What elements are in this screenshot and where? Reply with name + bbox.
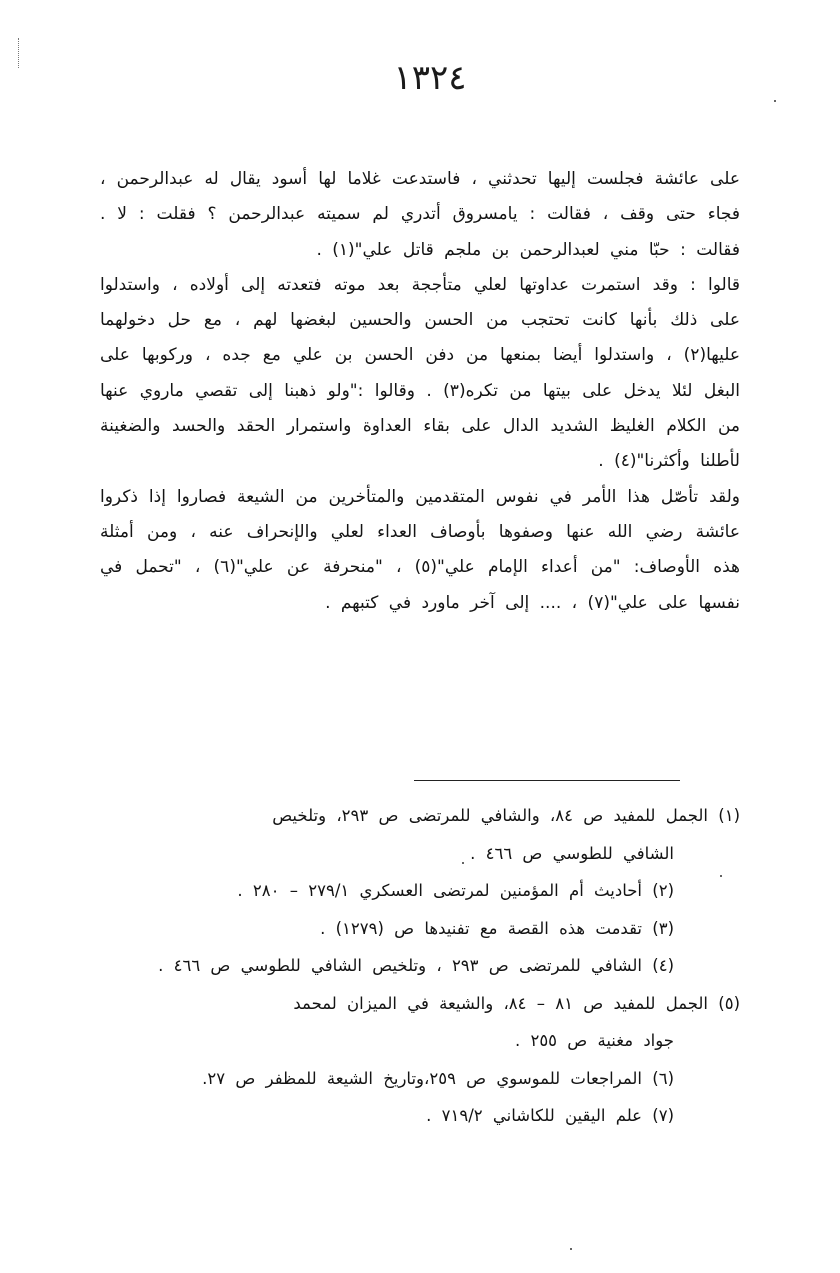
footnote-5-continuation: جواد مغنية ص ٢٥٥ .	[514, 1031, 674, 1050]
paragraph-3: ولقد تأصّل هذا الأمر في نفوس المتقدمين والمتأخرين من الشيعة فصاروا إذا ذكروا عائشة رضي الله عنها وصفوها بأوصاف العداء لعلي والإنحراف عنه ، ومن أمثلة هذه الأوصاف: "من أعداء الإمام علي"(٥) ، "منحرفة عن علي"(٦) ، "تحمل في نفسها على علي"(٧) ، .... إلى آخر ماورد في كتبهم .	[100, 486, 740, 613]
footnote-4: (٤) الشافي للمرتضى ص ٢٩٣ ، وتلخيص الشافي للطوسي ص ٤٦٦ .	[158, 956, 674, 975]
footnote-5	[96, 985, 740, 1060]
footnote-3: (٣) تقدمت هذه القصة مع تفنيدها ص (١٢٧٩) .	[320, 918, 674, 938]
scan-speck	[774, 100, 776, 102]
scan-speck	[462, 862, 464, 864]
paragraph-2: قالوا : وقد استمرت عداوتها لعلي متأججة بعد موته فتعدته إلى أولاده ، واستدلوا على ذلك بأنها كانت تحتجب من الحسن والحسين لبغضها لهم ، مع حل دخولهما عليها(٢) ، واستدلوا أيضا بمنعها من دفن الحسن بن علي مع جده ، وركوبها على البغل لئلا يدخل على بيتها من تكره(٣) . وقالوا :"ولو ذهبنا إلى تقصي ماروي عنها من الكلام الغليظ الشديد الدال على بقاء العداوة واستمرار الحقد والحسد والضغينة لأطلنا وأكثرنا"(٤) .	[100, 274, 740, 472]
footnote-6: (٦) المراجعات للموسوي ص ٢٥٩،وتاريخ الشيعة للمظفر ص ٢٧.	[202, 1068, 674, 1088]
scan-speck	[570, 1248, 572, 1250]
footnote-1	[96, 797, 740, 872]
scan-speck	[720, 875, 722, 877]
footnote-1-continuation: الشافي للطوسي ص ٤٦٦ .	[470, 843, 674, 863]
footnote-5-text: (٥) الجمل للمفيد ص ٨١ – ٨٤، والشيعة في الميزان لمحمد	[293, 993, 740, 1013]
main-text	[100, 162, 740, 621]
paragraph-1: على عائشة فجلست إليها تحدثني ، فاستدعت غلاما لها أسود يقال له عبدالرحمن ، فجاء حتى وقف ، فقالت : يامسروق أتدري لم سميته عبدالرحمن ؟ فقلت : لا . فقالت : حبّا مني لعبدالرحمن بن ملجم قاتل علي"(١) .	[100, 169, 740, 260]
footnote-2: (٢) أحاديث أم المؤمنين لمرتضى العسكري ٢٧٩/١ – ٢٨٠ .	[237, 881, 674, 900]
footnote-divider	[414, 780, 680, 781]
footnote-1-text: (١) الجمل للمفيد ص ٨٤، والشافي للمرتضى ص ٢٩٣، وتلخيص	[272, 806, 740, 825]
footnote-7: (٧) علم اليقين للكاشاني ٧١٩/٢ .	[426, 1106, 674, 1125]
footnotes	[96, 797, 740, 1135]
margin-scan-marks	[18, 38, 21, 68]
page-number: ١٣٢٤	[393, 58, 467, 98]
